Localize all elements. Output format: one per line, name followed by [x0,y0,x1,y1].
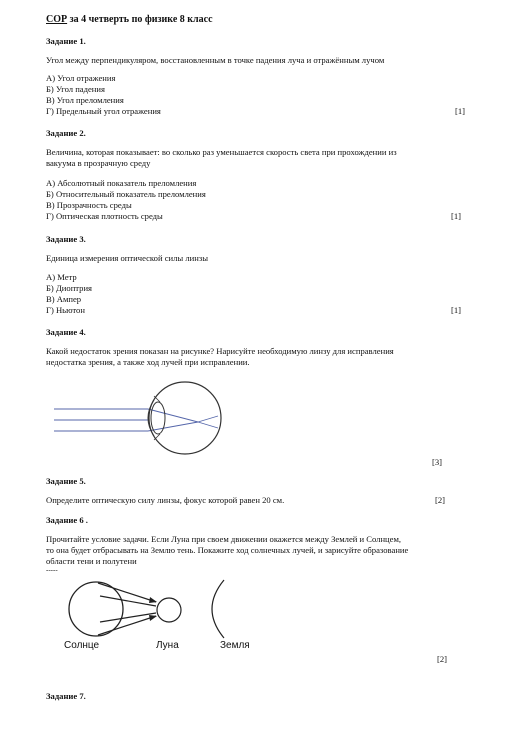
task-6-question-line-2: то она будет отбрасывать на Землю тень. Покажите ход солнечных лучей, и зарисуйте образование [46,545,409,555]
task-2-question-line-2: вакуума в прозрачную среду [46,158,151,168]
task-5-mark: [2] [435,495,446,505]
task-1-option-b: Б) Угол падения [46,84,105,94]
sun-circle [69,582,123,636]
task-3-option-a: А) Метр [46,272,77,282]
label-earth: Земля [220,640,250,651]
task-4-question-line-2: недостатка зрения, а также ход лучей при исправлении. [46,357,250,367]
page-title [46,14,213,25]
task-1-option-a: А) Угол отражения [46,73,116,83]
task-6-dashes: ----- [46,566,58,574]
task-1-question: Угол между перпендикуляром, восстановленным в точке падения луча и отражённым лучом [46,55,385,65]
task-1-option-c: В) Угол преломления [46,95,124,105]
task-5-heading: Задание 5. [46,476,86,486]
task-7-heading: Задание 7. [46,691,86,701]
task-3-mark: [1] [451,305,462,315]
arrowhead-lower [149,615,157,621]
task-3-heading: Задание 3. [46,234,86,244]
arrowhead-upper [149,597,157,603]
task-6-question-line-1: Прочитайте условие задачи. Если Луна при своем движении окажется между Землей и Солнцем, [46,534,402,544]
task-2-option-d: Г) Оптическая плотность среды [46,211,163,221]
task-6-question-line-3: области тени и полутени [46,556,137,566]
label-sun: Солнце [64,640,100,651]
myopia-eye-diagram [50,378,230,456]
task-6-heading: Задание 6 . [46,515,88,525]
ray-mid-lower [100,613,156,622]
task-2-option-b: Б) Относительный показатель преломления [46,189,206,199]
eclipse-diagram [60,578,270,640]
task-3-question: Единица измерения оптической силы линзы [46,253,208,263]
task-2-question-line-1: Величина, которая показывает: во сколько раз уменьшается скорость света при прохождении из [46,147,397,157]
ray-upper [98,583,156,602]
ray-bottom-diverging [198,422,218,428]
task-2-option-c: В) Прозрачность среды [46,200,132,210]
ray-bottom-refracted [148,422,198,431]
title-abbrev: СОР [46,14,68,25]
task-2-option-a: А) Абсолютный показатель преломления [46,178,197,188]
task-4-question-line-1: Какой недостаток зрения показан на рисунке? Нарисуйте необходимую линзу для исправления [46,346,394,356]
task-3-option-b: Б) Диоптрия [46,283,93,293]
task-3-option-d: Г) Ньютон [46,305,85,315]
task-1-option-d: Г) Предельный угол отражения [46,106,161,116]
task-3-option-c: В) Ампер [46,294,82,304]
task-2-mark: [1] [451,211,462,221]
task-4-mark: [3] [432,457,443,467]
moon-circle [157,598,181,622]
earth-arc [212,580,224,638]
task-4-heading: Задание 4. [46,327,86,337]
task-1-heading: Задание 1. [46,36,86,46]
task-6-mark: [2] [437,654,448,664]
task-5-question: Определите оптическую силу линзы, фокус которой равен 20 см. [46,495,285,505]
ray-top-diverging [198,416,218,422]
title-text: за 4 четверть по физике 8 класс [67,14,213,25]
ray-mid-upper [100,596,156,606]
task-1-mark: [1] [455,106,466,116]
ray-lower [98,616,156,635]
task-2-heading: Задание 2. [46,128,86,138]
label-moon: Луна [156,640,179,651]
ray-top-refracted [148,409,198,422]
